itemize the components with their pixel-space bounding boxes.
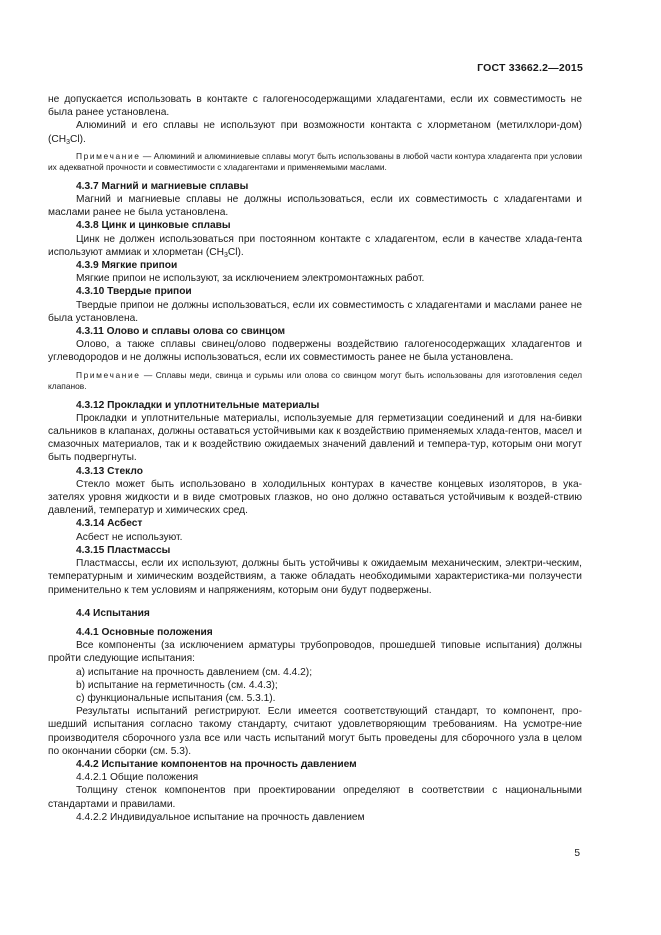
paragraph-4-3-10: Твердые припои не должны использоваться, если их совместимость с хладагентами и маслами ранее не была установлена. xyxy=(48,299,582,324)
paragraph-aluminium: Алюминий и его сплавы не используют при возможности контакта с хлорметаном (метилхлори-дом) $(CH_3Cl)$. xyxy=(48,120,582,146)
note-aluminium: Примечание — Алюминий и алюминиевые сплавы могут быть использованы в любой части контура хладагента при условии их адекватной прочности и совместимости с хладагентами и применяемыми маслами. xyxy=(48,150,582,172)
list-item: a) испытание на прочность давлением (см. 4.4.2); xyxy=(76,666,313,678)
list-item: c) функциональные испытания (см. 5.3.1). xyxy=(76,692,276,704)
subheading-4-4-2-1: 4.4.2.1 Общие положения xyxy=(76,772,199,784)
paragraph-4-3-14: Асбест не используют. xyxy=(76,531,183,543)
heading-4-3-12: 4.3.12 Прокладки и уплотнительные материалы xyxy=(76,399,320,411)
paragraph-4-3-11: Олово, а также сплавы свинец/олово подвержены воздействию галогеносодержащих хладагентов и углеводородов и не должны использоваться, если их совместимость ранее не была установлена. xyxy=(48,339,582,364)
document-body xyxy=(48,93,582,824)
heading-4-4-1: 4.4.1 Основные положения xyxy=(76,626,213,638)
heading-4-3-14: 4.3.14 Асбест xyxy=(76,518,143,530)
note-label: Примечание xyxy=(76,150,141,161)
paragraph-4-4-1: Все компоненты (за исключением арматуры трубопроводов, прошедшей типовые испытания) должны пройти следующие испытания: xyxy=(48,640,582,665)
paragraph-4-4-1-results: Результаты испытаний регистрируют. Если имеется соответствующий стандарт, то компонент, про-шедший испытания согласно такому стандарту, считают удовлетворяющим требованиям. На усмотре-ние производителя сборочного узла все или часть испытаний могут быть проведены для сборочного узла в целом по окончании сборки (см. 5.3). xyxy=(48,706,582,757)
page-number: 5 xyxy=(574,848,580,859)
heading-4-3-13: 4.3.13 Стекло xyxy=(76,465,143,477)
paragraph-4-3-9: Мягкие припои не используют, за исключением электромонтажных работ. xyxy=(76,273,425,285)
document-id: ГОСТ 33662.2—2015 xyxy=(477,62,583,74)
paragraph-4-3-8: Цинк не должен использоваться при постоянном контакте с хладагентом, если в качестве хлада-гента используют аммиак и хлорметан $(CH_3Cl)$. xyxy=(48,233,582,259)
heading-4-3-7: 4.3.7 Магний и магниевые сплавы xyxy=(76,180,249,192)
heading-4-4-2: 4.4.2 Испытание компонентов на прочность давлением xyxy=(76,758,357,770)
heading-4-3-8: 4.3.8 Цинк и цинковые сплавы xyxy=(76,220,231,232)
paragraph-4-3-12: Прокладки и уплотнительные материалы, используемые для герметизации соединений и для на-бивки сальников в клапанах, должны оставаться устойчивыми как к воздействию применяемых хлада-гентов, масел и смазочных материалов, так и к воздействию ожидаемых значений давлений и темпера-тур, которым они могут быть подвергнуты. xyxy=(48,412,582,464)
subheading-4-4-2-2: 4.4.2.2 Индивидуальное испытание на прочность давлением xyxy=(76,811,365,823)
heading-4-3-11: 4.3.11 Олово и сплавы олова со свинцом xyxy=(76,326,286,338)
paragraph-4-3-13: Стекло может быть использовано в холодильных контурах в качестве концевых изоляторов, в ука-зателях уровня жидкости и в виде смотровых глазков, но оно должно оставаться устойчивым к воздей-ствию давлений, температур и химических сред. xyxy=(48,478,582,517)
paragraph-4-4-2-1: Толщину стенок компонентов при проектировании определяют в соответствии с национальными стандартами и правилами. xyxy=(48,785,582,810)
paragraph-4-3-7: Магний и магниевые сплавы не должны использоваться, если их совместимость с хладагентами и маслами ранее не была установлена. xyxy=(48,194,582,219)
heading-4-3-15: 4.3.15 Пластмассы xyxy=(76,544,171,556)
heading-4-4: 4.4 Испытания xyxy=(76,607,150,619)
note-tin-lead: Примечание — Сплавы меди, свинца и сурьмы или олова со свинцом могут быть использованы для изготовления седел клапанов. xyxy=(48,369,582,391)
paragraph-continuation: не допускается использовать в контакте с галогеносодержащими хладагентами, если их совместимость не была ранее установлена. xyxy=(48,94,582,119)
heading-4-3-9: 4.3.9 Мягкие припои xyxy=(76,260,178,272)
heading-4-3-10: 4.3.10 Твердые припои xyxy=(76,286,192,298)
list-item: b) испытание на герметичность (см. 4.4.3); xyxy=(76,679,278,691)
note-label: Примечание xyxy=(76,369,141,380)
paragraph-4-3-15: Пластмассы, если их используют, должны быть устойчивы к ожидаемым механическим, электри-ческим, температурным и химическим воздействиям, а также обладать необходимыми характеристика-ми ползучести применительно к тем условиям и напряжениям, которым они будут подвержены. xyxy=(48,558,582,596)
